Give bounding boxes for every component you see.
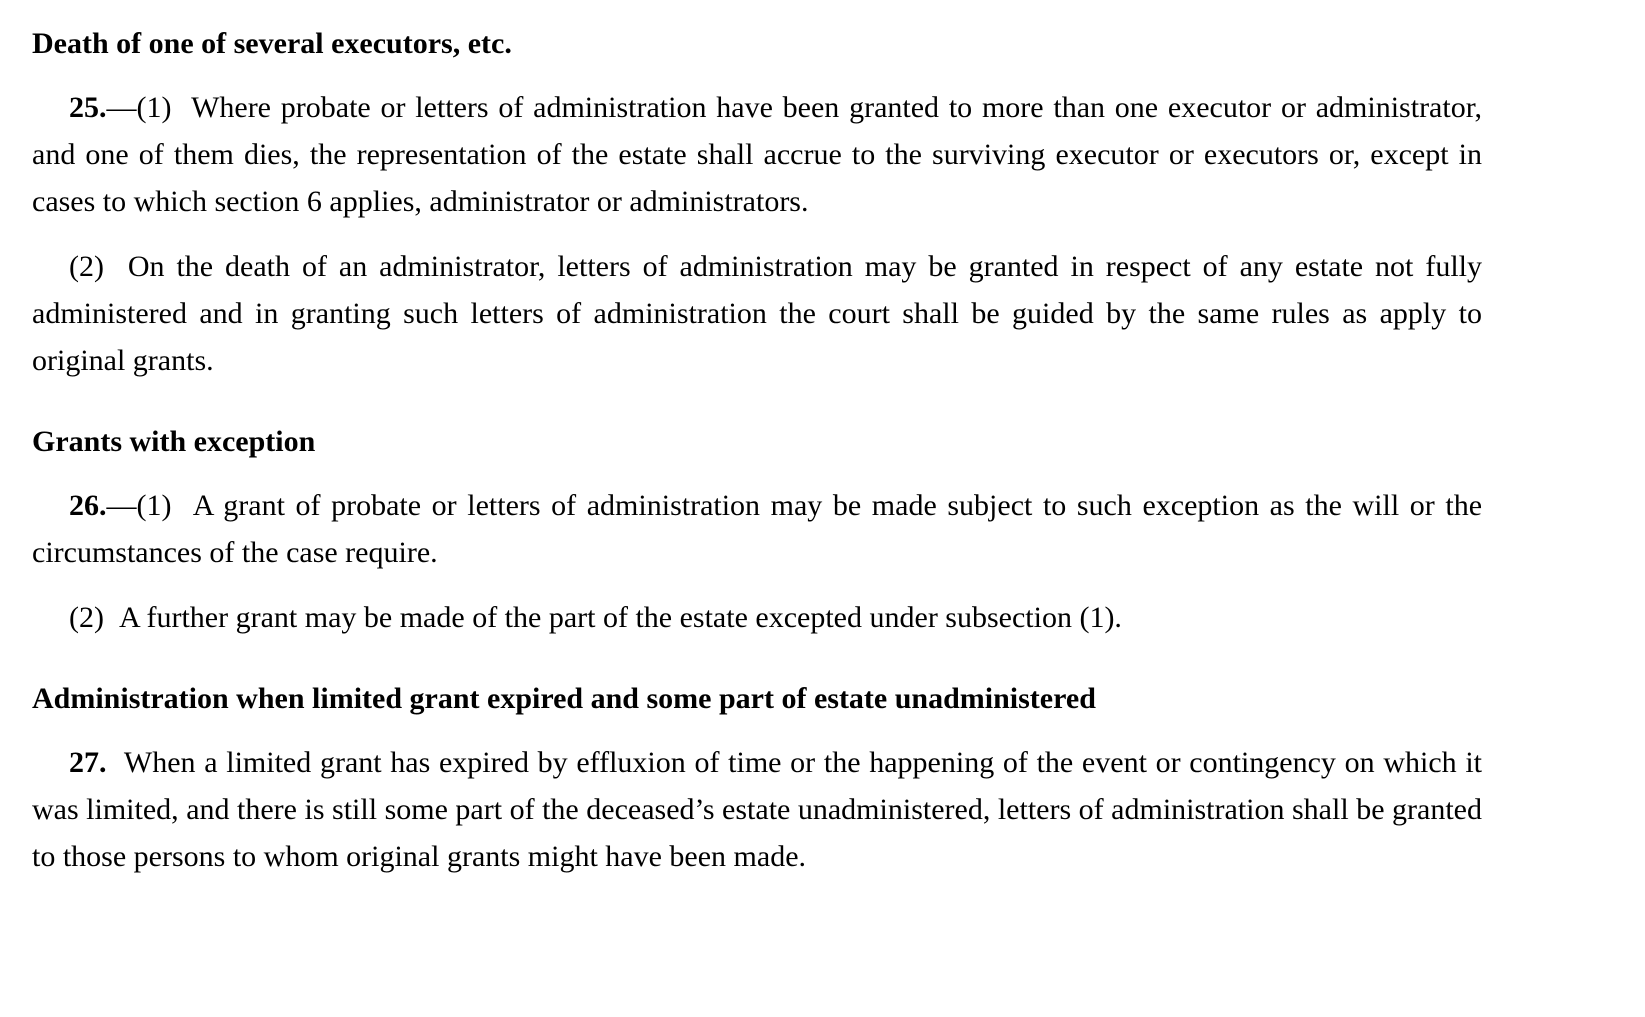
section-heading-26: Grants with exception [32, 425, 316, 458]
section-25-subsection-2 [32, 243, 1482, 384]
section-number: 26. [69, 489, 107, 522]
document-body [32, 22, 1482, 880]
section-heading-27: Administration when limited grant expired and some part of estate unadministered [32, 682, 1096, 715]
subsection-marker: (2) [69, 250, 128, 283]
section-number: 27. [69, 746, 107, 779]
subsection-marker: —(1) [106, 489, 193, 522]
section-26-subsection-1 [32, 482, 1482, 576]
section-25-subsection-1 [32, 84, 1482, 225]
section-26-subsection-2 [32, 594, 1482, 641]
paragraph-text: On the death of an administrator, letters of administration may be granted in respect of any estate not fully administered and in granting such letters of administration the court shall be guided by the same rules as apply to original grants. [32, 250, 1482, 377]
subsection-marker: —(1) [106, 91, 192, 124]
paragraph-text: A further grant may be made of the part of the estate excepted under subsection (1). [118, 601, 1122, 634]
section-heading-25: Death of one of several executors, etc. [32, 27, 512, 60]
paragraph-text: Where probate or letters of administration have been granted to more than one executor or administrator, and one of them dies, the representation of the estate shall accrue to the surviving executor or executors or, except in cases to which section 6 applies, administrator or administrators. [32, 91, 1482, 218]
subsection-marker [107, 746, 124, 779]
subsection-marker: (2) [69, 601, 119, 634]
paragraph-text: When a limited grant has expired by effluxion of time or the happening of the event or contingency on which it was limited, and there is still some part of the deceased’s estate unadministered, letters of administration shall be granted to those persons to whom original grants might have been made. [32, 746, 1483, 873]
section-27-paragraph [32, 739, 1482, 880]
paragraph-text: A grant of probate or letters of administration may be made subject to such exception as the will or the circumstances of the case require. [32, 489, 1483, 569]
section-number: 25. [69, 91, 107, 124]
